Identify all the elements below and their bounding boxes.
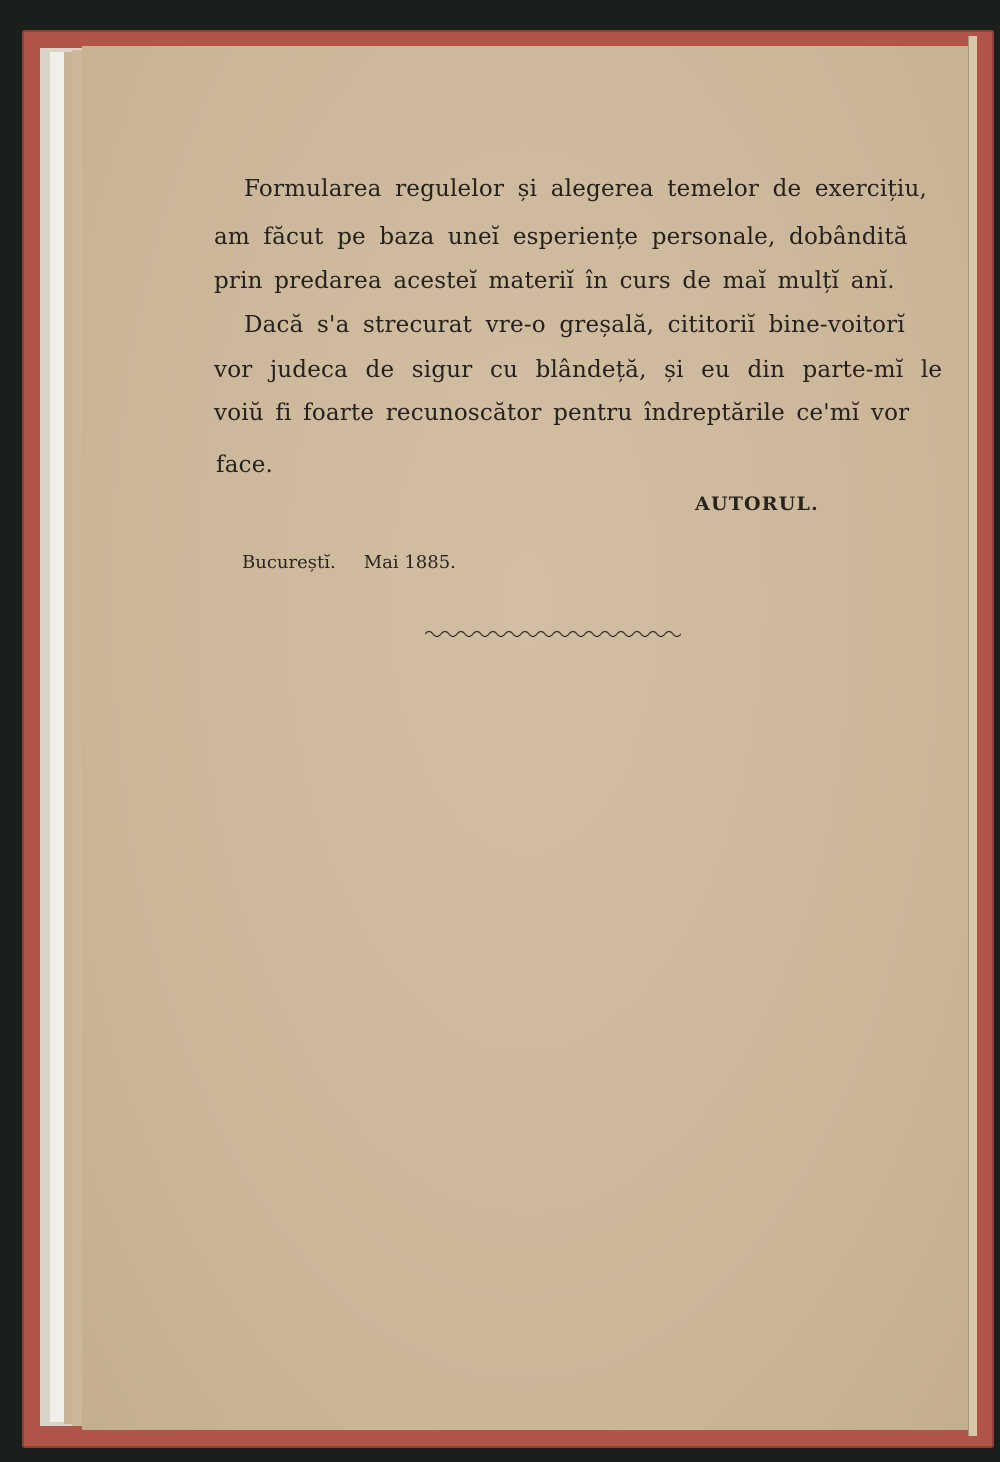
decorative-wavy-rule: [425, 627, 681, 641]
place: Bucureștĭ.: [242, 552, 336, 573]
place-date: [242, 552, 456, 573]
preface-line-5: vor judeca de sigur cu blândeță, și eu din parte-mĭ le: [214, 357, 943, 383]
preface-line-1: Formularea regulelor și alegerea temelor de exercițiu,: [244, 176, 927, 202]
facing-page-edge: [968, 36, 977, 1436]
preface-line-4: Dacă s'a strecurat vre-o greșală, cititoriĭ bine-voitorĭ: [244, 312, 905, 338]
preface-line-6: voiŭ fi foarte recunoscător pentru îndreptările ce'mĭ vor: [214, 400, 910, 426]
preface-line-3: prin predarea acesteĭ materiĭ în curs de maĭ mulțĭ anĭ.: [214, 268, 895, 294]
preface-line-7: face.: [216, 452, 274, 478]
date: Mai 1885.: [363, 552, 456, 573]
book-page: [82, 46, 968, 1430]
preface-line-2: am făcut pe baza uneĭ esperiențe personale, dobândită: [214, 224, 908, 250]
author-signature: AUTORUL.: [695, 493, 819, 515]
